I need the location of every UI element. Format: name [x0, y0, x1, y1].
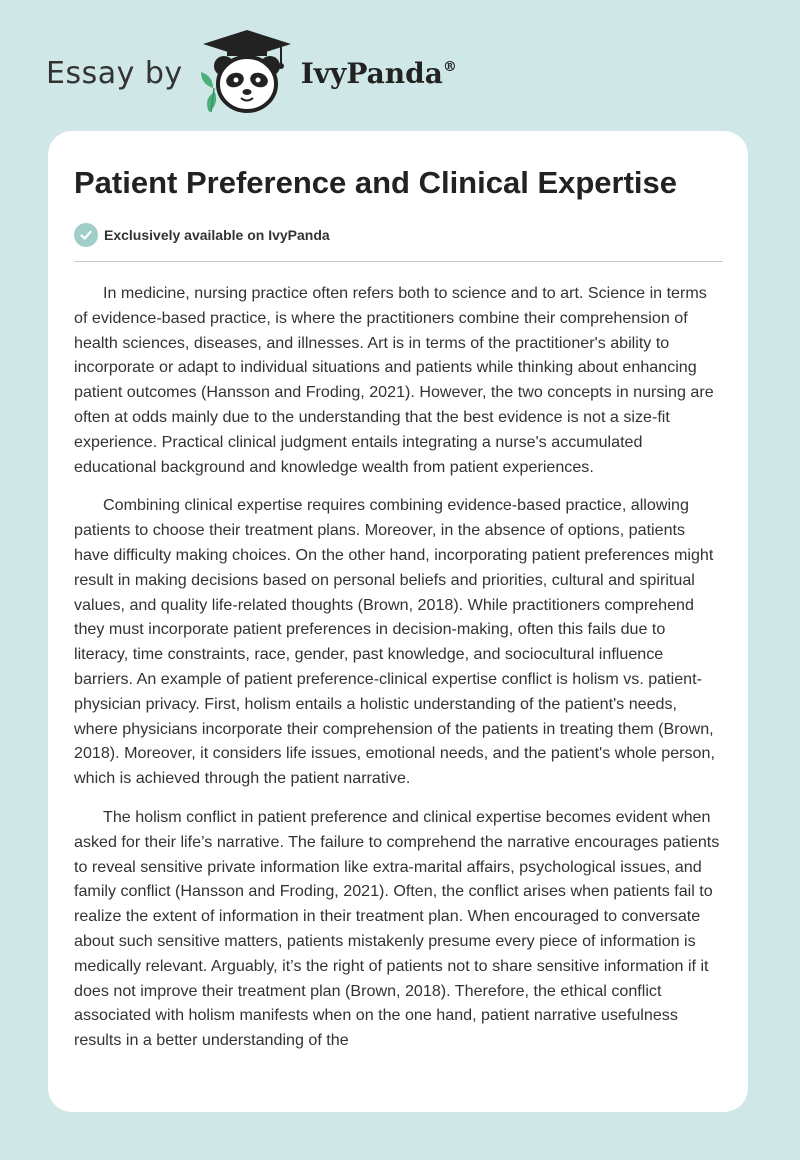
page-title: Patient Preference and Clinical Expertise	[74, 165, 678, 200]
paragraph: In medicine, nursing practice often refers both to science and to art. Science in terms of evidence-based practice, is where the practitioners combine their comprehension of health sciences, diseases, and illnesses. Art is in terms of the practitioner's ability to incorporate or adapt to individual situations and patients while thinking about enhancing patient outcomes (Hansson and Froding, 2021). However, the two concepts in nursing are often at odds mainly due to the understanding that the best evidence is not a size-fit experience. Practical clinical judgment entails integrating a nurse's accumulated educational background and knowledge wealth from patient experiences.	[74, 284, 714, 476]
brand-name[interactable]: IvyPanda®	[300, 56, 457, 90]
essay-card	[48, 131, 748, 1112]
essay-body	[74, 281, 724, 1067]
exclusive-badge-label: Exclusively available on IvyPanda	[104, 227, 330, 243]
panda-graduate-icon[interactable]	[199, 28, 295, 118]
divider	[74, 261, 723, 262]
registered-mark: ®	[442, 58, 457, 75]
site-header	[46, 28, 457, 118]
check-circle-icon	[74, 223, 98, 247]
paragraph: The holism conflict in patient preference and clinical expertise becomes evident when asked for their life’s narrative. The failure to comprehend the narrative encourages patients to reveal sensitive private information like extra-marital affairs, psychological issues, and family conflict (Hansson and Froding, 2021). Often, the conflict arises when patients fail to realize the extent of information in their treatment plan. When encouraged to conversate about such sensitive matters, patients mistakenly presume every piece of information is medically relevant. Arguably, it’s the right of patients not to share sensitive information if it does not improve their treatment plan (Brown, 2018). Therefore, the ethical conflict associated with holism manifests when on the one hand, patient narrative usefulness results in a better understanding of the	[74, 807, 720, 1050]
exclusive-badge	[74, 223, 330, 247]
essay-by-label: Essay by	[46, 55, 183, 91]
paragraph: Combining clinical expertise requires combining evidence-based practice, allowing patients to choose their treatment plans. Moreover, in the absence of options, patients have difficulty making choices. On the other hand, incorporating patient preferences might result in making decisions based on personal beliefs and priorities, cultural and spiritual values, and quality life-related thoughts (Brown, 2018). While practitioners comprehend they must incorporate patient preferences in decision-making, often this fails due to literacy, time constraints, race, gender, past knowledge, and sociocultural influence barriers. An example of patient preference-clinical expertise conflict is holism vs. patient-physician privacy. First, holism entails a holistic understanding of the patient's needs, where physicians incorporate their comprehension of the patients in treating them (Brown, 2018). Moreover, it considers life issues, emotional needs, and the patient's whole person, which is achieved through the patient narrative.	[74, 496, 715, 788]
